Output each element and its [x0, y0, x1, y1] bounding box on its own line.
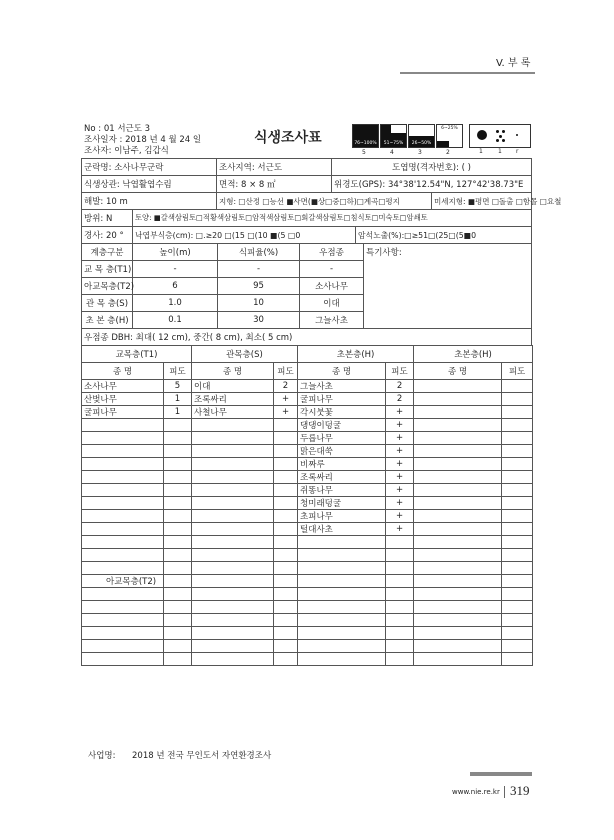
- species-cover-cell: [164, 432, 192, 445]
- species-cover-cell: [274, 536, 298, 549]
- species-row: [82, 627, 533, 640]
- species-name-cell: 각시붓꽃: [298, 406, 386, 419]
- region-cell: 조사지역: 서근도: [217, 159, 332, 176]
- community-cell: 군락명: 소사나무군락: [82, 159, 217, 176]
- species-name-cell: [414, 419, 502, 432]
- species-name-cell: [414, 601, 502, 614]
- species-name-cell: [192, 627, 274, 640]
- species-cover-cell: [274, 575, 298, 588]
- strata-row-label: 아교목층(T2): [82, 278, 133, 295]
- species-name-cell: 굴피나무: [298, 393, 386, 406]
- species-cover-cell: [502, 523, 533, 536]
- species-name-cell: [192, 458, 274, 471]
- species-name-cell: [82, 471, 164, 484]
- species-name-cell: [298, 627, 386, 640]
- species-name-cell: [192, 588, 274, 601]
- species-cover-cell: 2: [386, 393, 414, 406]
- species-name-cell: 비짜루: [298, 458, 386, 471]
- species-cover-cell: [274, 653, 298, 666]
- species-name-cell: [82, 458, 164, 471]
- species-name-cell: [82, 627, 164, 640]
- species-cover-cell: [386, 601, 414, 614]
- species-cover-cell: [274, 549, 298, 562]
- species-name-cell: [298, 575, 386, 588]
- species-cover-cell: [502, 484, 533, 497]
- species-cover-cell: [502, 536, 533, 549]
- species-name-cell: [82, 549, 164, 562]
- species-name-cell: 초피나무: [298, 510, 386, 523]
- species-name-cell: [82, 640, 164, 653]
- rock-cell: 암석노출(%):□≥51□(25□(5■0: [356, 227, 532, 244]
- species-name-cell: [82, 445, 164, 458]
- species-cover-cell: [164, 471, 192, 484]
- species-cover-cell: [386, 575, 414, 588]
- species-name-cell: [298, 601, 386, 614]
- species-cover-cell: [502, 588, 533, 601]
- species-name-cell: [82, 601, 164, 614]
- species-name-cell: [82, 614, 164, 627]
- species-cover-cell: [502, 497, 533, 510]
- species-row: [82, 445, 533, 458]
- survey-date: 조사일자 : 2018 년 4 월 24 일: [84, 135, 202, 145]
- species-cover-cell: 2: [386, 380, 414, 393]
- species-cover-cell: [274, 471, 298, 484]
- species-cover-cell: [164, 588, 192, 601]
- species-row: [82, 471, 533, 484]
- species-name-cell: 조록싸리: [192, 393, 274, 406]
- species-row: [82, 653, 533, 666]
- species-name-cell: [414, 484, 502, 497]
- species-cover-cell: [164, 484, 192, 497]
- col-name-header: 종 명: [298, 363, 386, 380]
- species-cover-cell: [502, 549, 533, 562]
- species-row: [82, 380, 533, 393]
- species-name-cell: 그늘사초: [298, 380, 386, 393]
- species-name-cell: [82, 419, 164, 432]
- col-name-header: 종 명: [82, 363, 164, 380]
- species-name-cell: 굴피나무: [82, 406, 164, 419]
- species-cover-cell: [386, 562, 414, 575]
- species-name-cell: [414, 497, 502, 510]
- species-cover-cell: [386, 588, 414, 601]
- species-cover-cell: [502, 510, 533, 523]
- species-name-cell: 댕댕이덩굴: [298, 419, 386, 432]
- species-cover-cell: [502, 419, 533, 432]
- species-cover-cell: [164, 510, 192, 523]
- section-label: V. 부 록: [496, 58, 531, 69]
- species-row: [82, 393, 533, 406]
- species-name-cell: [192, 510, 274, 523]
- species-name-cell: [192, 432, 274, 445]
- col-name-header: 종 명: [414, 363, 502, 380]
- species-cover-cell: 5: [164, 380, 192, 393]
- species-name-cell: [414, 562, 502, 575]
- species-cover-cell: [274, 588, 298, 601]
- species-row: [82, 562, 533, 575]
- footer-divider: [504, 786, 505, 798]
- species-name-cell: 청미래덩굴: [298, 497, 386, 510]
- section-header-rule: [400, 72, 535, 74]
- species-row: [82, 549, 533, 562]
- species-name-cell: [192, 419, 274, 432]
- species-name-cell: [82, 588, 164, 601]
- surveyors: 조사자: 이남주, 김갑식: [84, 146, 169, 156]
- species-cover-cell: +: [386, 471, 414, 484]
- species-row: [82, 458, 533, 471]
- cover-box-5: 76~100%: [352, 124, 379, 148]
- species-name-cell: [82, 432, 164, 445]
- species-name-cell: 조록싸리: [298, 471, 386, 484]
- species-table: [81, 345, 533, 666]
- topography-cell: 지형: □산정 □능선 ■사면(■상□중□하)□계곡□평지: [217, 193, 432, 210]
- species-cover-cell: [386, 536, 414, 549]
- species-row: [82, 640, 533, 653]
- species-name-cell: [82, 523, 164, 536]
- species-cover-cell: [274, 497, 298, 510]
- species-cover-cell: [164, 497, 192, 510]
- species-cover-cell: +: [274, 406, 298, 419]
- soil-cell: 토양: ■갈색삼림토□적황색삼림토□암적색삼림토□회갈색삼림토□침식토□미숙토□암쇄토: [133, 210, 532, 227]
- gps-cell: 위경도(GPS): 34°38'12.54"N, 127°42'38.73"E: [332, 176, 532, 193]
- species-name-cell: [192, 471, 274, 484]
- species-row: [82, 497, 533, 510]
- species-cover-cell: +: [274, 393, 298, 406]
- species-row: [82, 432, 533, 445]
- species-name-cell: [414, 627, 502, 640]
- species-cover-cell: [164, 575, 192, 588]
- species-cover-cell: [502, 471, 533, 484]
- species-cover-cell: +: [386, 419, 414, 432]
- species-cover-cell: [164, 523, 192, 536]
- species-cover-cell: [164, 640, 192, 653]
- species-cover-cell: [274, 458, 298, 471]
- species-cover-cell: [502, 575, 533, 588]
- species-cover-cell: [274, 445, 298, 458]
- species-name-cell: [414, 458, 502, 471]
- slope-cell: 경사: 20 °: [82, 227, 133, 244]
- species-name-cell: 털대사초: [298, 523, 386, 536]
- layer-header: 관목층(S): [192, 346, 298, 363]
- species-row: [82, 601, 533, 614]
- species-name-cell: 소사나무: [82, 380, 164, 393]
- species-cover-cell: [502, 406, 533, 419]
- survey-no: No : 01 서근도 3: [84, 124, 151, 134]
- species-name-cell: [298, 588, 386, 601]
- layer-header: 초본층(H): [414, 346, 533, 363]
- strata-row-label: 교 목 층(T1): [82, 261, 133, 278]
- species-cover-cell: [502, 445, 533, 458]
- species-name-cell: [414, 588, 502, 601]
- species-cover-cell: 1: [164, 393, 192, 406]
- species-cover-cell: [386, 627, 414, 640]
- species-name-cell: [414, 432, 502, 445]
- species-cover-cell: [502, 393, 533, 406]
- strata-header: 계층구분: [82, 244, 133, 261]
- species-name-cell: [414, 445, 502, 458]
- species-row: [82, 510, 533, 523]
- strata-table: 계층구분 높이(m) 식피율(%) 우점종 특기사항: 교 목 층(T1) - - - 아교목층(T2) 6 95 소사나무 관 목 층(S) 1.0 10 이대 초 본 층(H) 0.1 30 그늘사초 우점종 DBH: 최대( 12 cm), 중간( 8 cm), 최소( 5 cm): [81, 243, 532, 346]
- species-name-cell: [192, 601, 274, 614]
- species-cover-cell: [502, 627, 533, 640]
- species-cover-cell: [274, 601, 298, 614]
- species-cover-cell: [274, 627, 298, 640]
- survey-form: [81, 158, 562, 666]
- footer-rule: [470, 772, 532, 776]
- species-name-cell: 쥐똥나무: [298, 484, 386, 497]
- species-name-cell: [298, 549, 386, 562]
- species-row: [82, 614, 533, 627]
- species-name-cell: [298, 653, 386, 666]
- species-cover-cell: +: [386, 497, 414, 510]
- species-name-cell: 아교목층(T2): [82, 575, 164, 588]
- species-name-cell: [82, 536, 164, 549]
- species-name-cell: [82, 653, 164, 666]
- species-name-cell: [192, 640, 274, 653]
- species-cover-cell: [164, 458, 192, 471]
- species-cover-cell: [274, 484, 298, 497]
- species-cover-cell: [164, 549, 192, 562]
- dbh-cell: 우점종 DBH: 최대( 12 cm), 중간( 8 cm), 최소( 5 cm): [82, 329, 532, 346]
- species-cover-cell: +: [386, 523, 414, 536]
- species-cover-cell: [164, 601, 192, 614]
- species-name-cell: [82, 484, 164, 497]
- species-cover-cell: [386, 614, 414, 627]
- species-name-cell: [298, 614, 386, 627]
- species-cover-cell: [164, 614, 192, 627]
- species-cover-cell: [164, 562, 192, 575]
- site-info-table: [81, 158, 562, 210]
- cover-scale: 76~100% 51~75% 26~50% 6~25% 5 4 3 2: [352, 124, 464, 160]
- litter-cell: 낙엽부식층(cm): □.≥20 □(15 □(10 ■(5 □0: [133, 227, 356, 244]
- species-name-cell: [192, 484, 274, 497]
- species-name-cell: 맑은대쑥: [298, 445, 386, 458]
- species-name-cell: [192, 575, 274, 588]
- strata-header: 식피율(%): [218, 244, 300, 261]
- species-cover-cell: [386, 653, 414, 666]
- species-cover-cell: [386, 549, 414, 562]
- species-cover-cell: [274, 614, 298, 627]
- page-number: 319: [510, 783, 530, 798]
- species-cover-cell: 1: [164, 406, 192, 419]
- strata-row-label: 관 목 층(S): [82, 295, 133, 312]
- species-cover-cell: [164, 445, 192, 458]
- species-name-cell: [414, 575, 502, 588]
- species-name-cell: [192, 445, 274, 458]
- species-name-cell: [192, 497, 274, 510]
- species-name-cell: [298, 640, 386, 653]
- species-cover-cell: [164, 419, 192, 432]
- species-cover-cell: [502, 432, 533, 445]
- species-row: [82, 575, 533, 588]
- strata-row-label: 초 본 층(H): [82, 312, 133, 329]
- species-cover-cell: +: [386, 510, 414, 523]
- species-name-cell: [82, 497, 164, 510]
- species-cover-cell: +: [386, 406, 414, 419]
- species-cover-cell: [502, 614, 533, 627]
- species-name-cell: 이대: [192, 380, 274, 393]
- species-name-cell: [192, 523, 274, 536]
- species-name-cell: [414, 471, 502, 484]
- species-cover-cell: [274, 523, 298, 536]
- cover-box-3: 26~50%: [408, 124, 435, 148]
- area-cell: 면적: 8 × 8 ㎡: [217, 176, 332, 193]
- strata-header: 높이(m): [133, 244, 218, 261]
- site-info-table-3: [81, 226, 532, 244]
- species-name-cell: [414, 523, 502, 536]
- species-name-cell: 산벚나무: [82, 393, 164, 406]
- form-title: 식생조사표: [254, 130, 322, 146]
- aspect-cell: 방위: N: [82, 210, 133, 227]
- species-name-cell: [192, 562, 274, 575]
- species-name-cell: [192, 653, 274, 666]
- species-name-cell: [192, 549, 274, 562]
- micro-topo-cell: 미세지형: ■평면 □돌출 □함몰 □요철: [432, 193, 532, 210]
- elevation-cell: 해발: 10 m: [82, 193, 217, 210]
- col-cover-header: 피도: [274, 363, 298, 380]
- species-row: [82, 523, 533, 536]
- species-row: [82, 406, 533, 419]
- col-cover-header: 피도: [502, 363, 533, 380]
- species-cover-cell: [274, 432, 298, 445]
- species-name-cell: [414, 640, 502, 653]
- layer-header: 교목층(T1): [82, 346, 192, 363]
- species-name-cell: [192, 614, 274, 627]
- species-row: [82, 484, 533, 497]
- species-cover-cell: [274, 562, 298, 575]
- species-cover-cell: [502, 601, 533, 614]
- species-name-cell: 사철나무: [192, 406, 274, 419]
- project-name: 2018 년 전국 무인도서 자연환경조사: [132, 751, 272, 761]
- vegetation-cell: 식생상관: 낙엽활엽수림: [82, 176, 217, 193]
- species-cover-cell: [274, 419, 298, 432]
- species-cover-cell: 2: [274, 380, 298, 393]
- footer-website: www.nie.re.kr: [452, 788, 500, 796]
- species-cover-cell: [502, 640, 533, 653]
- dist-symbols: 1 1 r: [469, 124, 531, 148]
- col-cover-header: 피도: [164, 363, 192, 380]
- species-name-cell: [414, 393, 502, 406]
- species-row: [82, 419, 533, 432]
- species-name-cell: [298, 536, 386, 549]
- species-name-cell: [82, 562, 164, 575]
- species-name-cell: [82, 510, 164, 523]
- species-cover-cell: +: [386, 445, 414, 458]
- cover-box-2: 6~25%: [436, 124, 463, 148]
- species-name-cell: [414, 614, 502, 627]
- species-name-cell: [414, 549, 502, 562]
- species-cover-cell: [164, 627, 192, 640]
- species-cover-cell: [274, 510, 298, 523]
- species-name-cell: [414, 406, 502, 419]
- species-cover-cell: [502, 562, 533, 575]
- strata-header: 우점종: [300, 244, 364, 261]
- species-cover-cell: [164, 536, 192, 549]
- species-row: [82, 588, 533, 601]
- species-cover-cell: [502, 380, 533, 393]
- species-name-cell: [414, 380, 502, 393]
- species-row: [82, 536, 533, 549]
- species-cover-cell: [502, 653, 533, 666]
- map-cell: 도엽명(격자번호): ( ): [332, 159, 532, 176]
- species-name-cell: 두릅나무: [298, 432, 386, 445]
- col-name-header: 종 명: [192, 363, 274, 380]
- species-name-cell: [414, 510, 502, 523]
- species-cover-cell: +: [386, 432, 414, 445]
- layer-header: 초본층(H): [298, 346, 414, 363]
- species-cover-cell: +: [386, 458, 414, 471]
- site-info-table-2: [81, 209, 532, 227]
- project-label: 사업명:: [88, 751, 116, 761]
- species-name-cell: [192, 536, 274, 549]
- species-name-cell: [414, 653, 502, 666]
- species-cover-cell: [164, 653, 192, 666]
- species-cover-cell: +: [386, 484, 414, 497]
- species-cover-cell: [386, 640, 414, 653]
- species-cover-cell: [274, 640, 298, 653]
- cover-box-4: 51~75%: [380, 124, 407, 148]
- notes-cell: 특기사항:: [364, 244, 532, 329]
- species-cover-cell: [502, 458, 533, 471]
- col-cover-header: 피도: [386, 363, 414, 380]
- species-name-cell: [414, 536, 502, 549]
- species-name-cell: [298, 562, 386, 575]
